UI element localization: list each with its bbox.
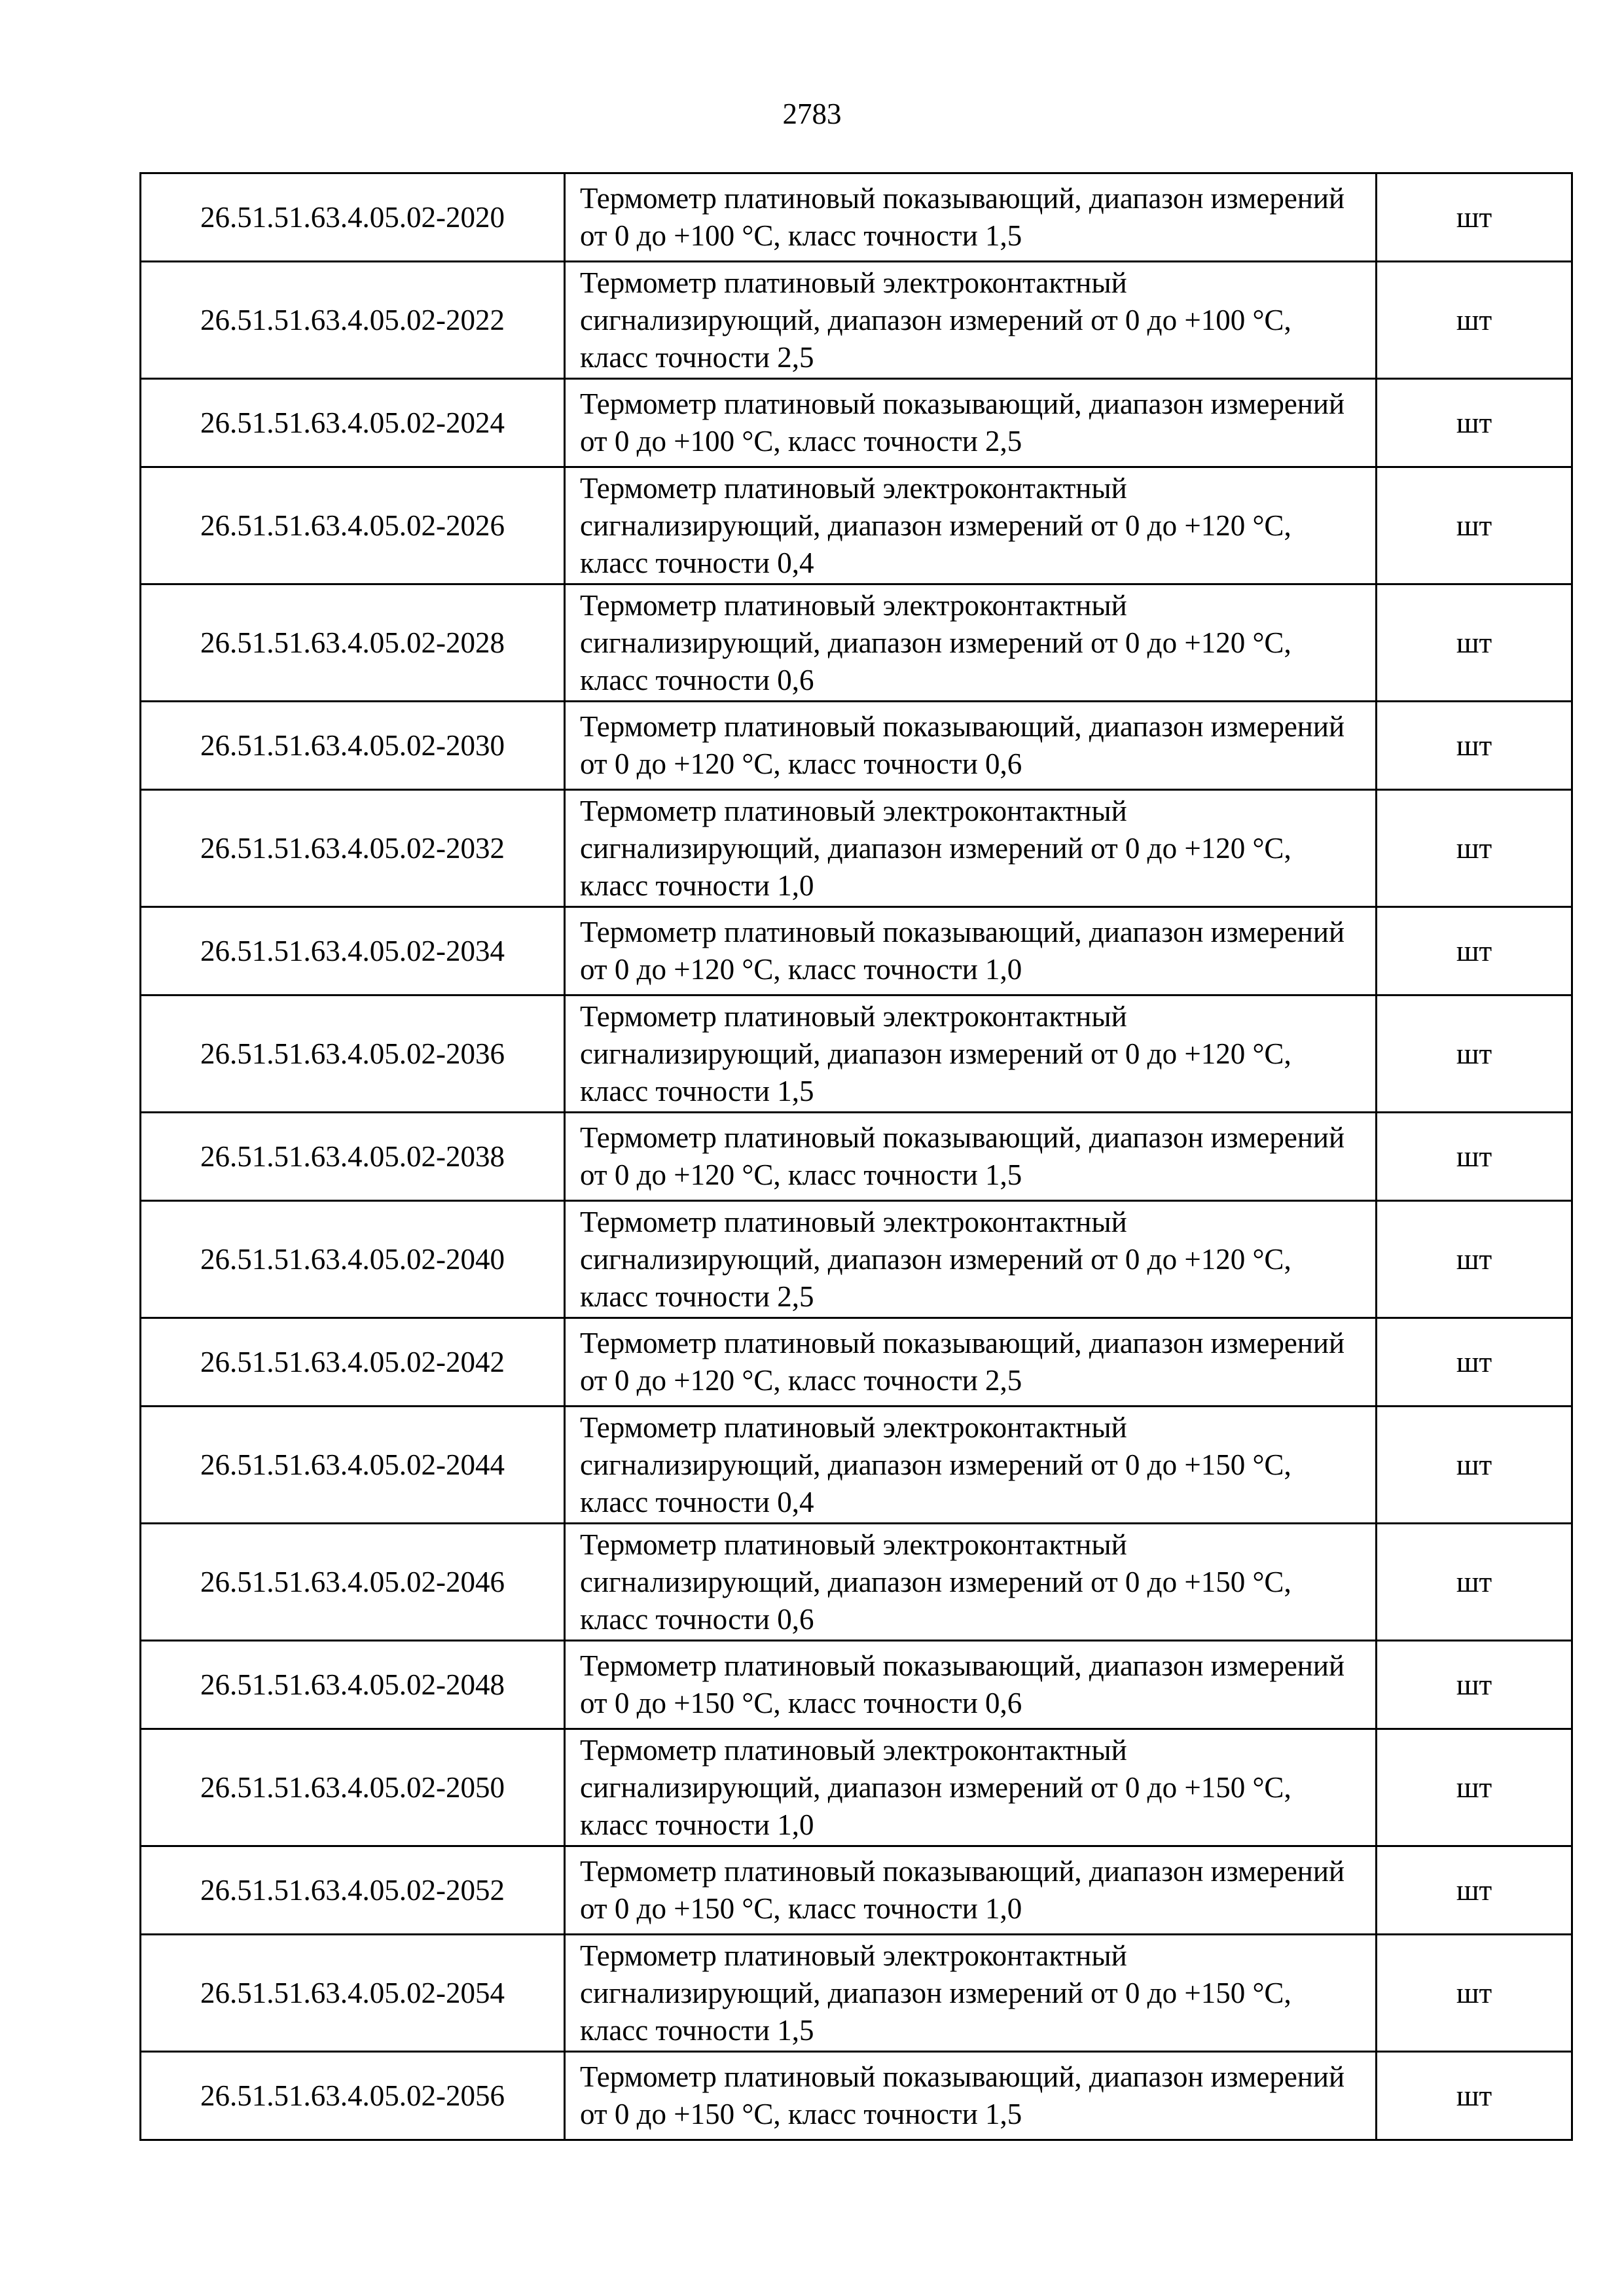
table-row xyxy=(141,2052,1572,2140)
item-description: Термометр платиновый показывающий, диапазон измерений от 0 до +150 °С, класс точности 1,5 xyxy=(565,2052,1377,2140)
item-code: 26.51.51.63.4.05.02-2024 xyxy=(141,379,565,467)
item-code: 26.51.51.63.4.05.02-2020 xyxy=(141,173,565,262)
item-unit: шт xyxy=(1377,1407,1572,1524)
item-unit: шт xyxy=(1377,2052,1572,2140)
item-description: Термометр платиновый электроконтактный сигнализирующий, диапазон измерений от 0 до +150 °С, класс точности 1,5 xyxy=(565,1935,1377,2052)
table-row xyxy=(141,996,1572,1113)
item-unit: шт xyxy=(1377,1113,1572,1201)
table-row xyxy=(141,584,1572,702)
item-code: 26.51.51.63.4.05.02-2036 xyxy=(141,996,565,1113)
table-row xyxy=(141,1935,1572,2052)
item-description: Термометр платиновый электроконтактный сигнализирующий, диапазон измерений от 0 до +120 °С, класс точности 1,0 xyxy=(565,790,1377,907)
item-description: Термометр платиновый показывающий, диапазон измерений от 0 до +150 °С, класс точности 1,0 xyxy=(565,1846,1377,1935)
item-code: 26.51.51.63.4.05.02-2044 xyxy=(141,1407,565,1524)
item-unit: шт xyxy=(1377,379,1572,467)
item-code: 26.51.51.63.4.05.02-2052 xyxy=(141,1846,565,1935)
table-row xyxy=(141,379,1572,467)
item-unit: шт xyxy=(1377,467,1572,584)
item-code: 26.51.51.63.4.05.02-2032 xyxy=(141,790,565,907)
item-description: Термометр платиновый показывающий, диапазон измерений от 0 до +100 °С, класс точности 2,5 xyxy=(565,379,1377,467)
item-description: Термометр платиновый электроконтактный сигнализирующий, диапазон измерений от 0 до +150 °С, класс точности 0,6 xyxy=(565,1524,1377,1641)
item-unit: шт xyxy=(1377,1729,1572,1846)
item-description: Термометр платиновый показывающий, диапазон измерений от 0 до +120 °С, класс точности 1,5 xyxy=(565,1113,1377,1201)
item-description: Термометр платиновый электроконтактный сигнализирующий, диапазон измерений от 0 до +120 °С, класс точности 1,5 xyxy=(565,996,1377,1113)
item-description: Термометр платиновый электроконтактный сигнализирующий, диапазон измерений от 0 до +150 °С, класс точности 1,0 xyxy=(565,1729,1377,1846)
page-number: 2783 xyxy=(782,98,842,130)
table-row xyxy=(141,1201,1572,1318)
item-code: 26.51.51.63.4.05.02-2048 xyxy=(141,1641,565,1729)
table-row xyxy=(141,1318,1572,1407)
item-unit: шт xyxy=(1377,702,1572,790)
table-row xyxy=(141,173,1572,262)
item-unit: шт xyxy=(1377,996,1572,1113)
table-row xyxy=(141,467,1572,584)
item-code: 26.51.51.63.4.05.02-2038 xyxy=(141,1113,565,1201)
item-code: 26.51.51.63.4.05.02-2030 xyxy=(141,702,565,790)
item-code: 26.51.51.63.4.05.02-2040 xyxy=(141,1201,565,1318)
item-description: Термометр платиновый электроконтактный сигнализирующий, диапазон измерений от 0 до +120 °С, класс точности 0,4 xyxy=(565,467,1377,584)
item-code: 26.51.51.63.4.05.02-2028 xyxy=(141,584,565,702)
item-description: Термометр платиновый электроконтактный сигнализирующий, диапазон измерений от 0 до +120 °С, класс точности 0,6 xyxy=(565,584,1377,702)
item-code: 26.51.51.63.4.05.02-2054 xyxy=(141,1935,565,2052)
item-code: 26.51.51.63.4.05.02-2046 xyxy=(141,1524,565,1641)
item-unit: шт xyxy=(1377,907,1572,996)
table-row xyxy=(141,907,1572,996)
table-row xyxy=(141,1846,1572,1935)
table-row xyxy=(141,1729,1572,1846)
item-unit: шт xyxy=(1377,1318,1572,1407)
item-unit: шт xyxy=(1377,173,1572,262)
item-description: Термометр платиновый показывающий, диапазон измерений от 0 до +100 °С, класс точности 1,5 xyxy=(565,173,1377,262)
table-row xyxy=(141,1407,1572,1524)
item-code: 26.51.51.63.4.05.02-2026 xyxy=(141,467,565,584)
table-row xyxy=(141,702,1572,790)
item-unit: шт xyxy=(1377,1641,1572,1729)
table-row xyxy=(141,1641,1572,1729)
items-table xyxy=(139,172,1573,2141)
item-unit: шт xyxy=(1377,1524,1572,1641)
item-description: Термометр платиновый электроконтактный сигнализирующий, диапазон измерений от 0 до +120 °С, класс точности 2,5 xyxy=(565,1201,1377,1318)
item-unit: шт xyxy=(1377,262,1572,379)
item-code: 26.51.51.63.4.05.02-2022 xyxy=(141,262,565,379)
item-description: Термометр платиновый показывающий, диапазон измерений от 0 до +150 °С, класс точности 0,6 xyxy=(565,1641,1377,1729)
item-description: Термометр платиновый показывающий, диапазон измерений от 0 до +120 °С, класс точности 2,5 xyxy=(565,1318,1377,1407)
item-code: 26.51.51.63.4.05.02-2050 xyxy=(141,1729,565,1846)
table-row xyxy=(141,262,1572,379)
item-description: Термометр платиновый электроконтактный сигнализирующий, диапазон измерений от 0 до +150 °С, класс точности 0,4 xyxy=(565,1407,1377,1524)
table-row xyxy=(141,1524,1572,1641)
item-unit: шт xyxy=(1377,1201,1572,1318)
item-code: 26.51.51.63.4.05.02-2042 xyxy=(141,1318,565,1407)
item-unit: шт xyxy=(1377,790,1572,907)
item-description: Термометр платиновый электроконтактный сигнализирующий, диапазон измерений от 0 до +100 °С, класс точности 2,5 xyxy=(565,262,1377,379)
item-description: Термометр платиновый показывающий, диапазон измерений от 0 до +120 °С, класс точности 0,6 xyxy=(565,702,1377,790)
table-row xyxy=(141,1113,1572,1201)
item-unit: шт xyxy=(1377,1846,1572,1935)
item-unit: шт xyxy=(1377,1935,1572,2052)
item-code: 26.51.51.63.4.05.02-2034 xyxy=(141,907,565,996)
item-description: Термометр платиновый показывающий, диапазон измерений от 0 до +120 °С, класс точности 1,0 xyxy=(565,907,1377,996)
item-code: 26.51.51.63.4.05.02-2056 xyxy=(141,2052,565,2140)
item-unit: шт xyxy=(1377,584,1572,702)
table-row xyxy=(141,790,1572,907)
